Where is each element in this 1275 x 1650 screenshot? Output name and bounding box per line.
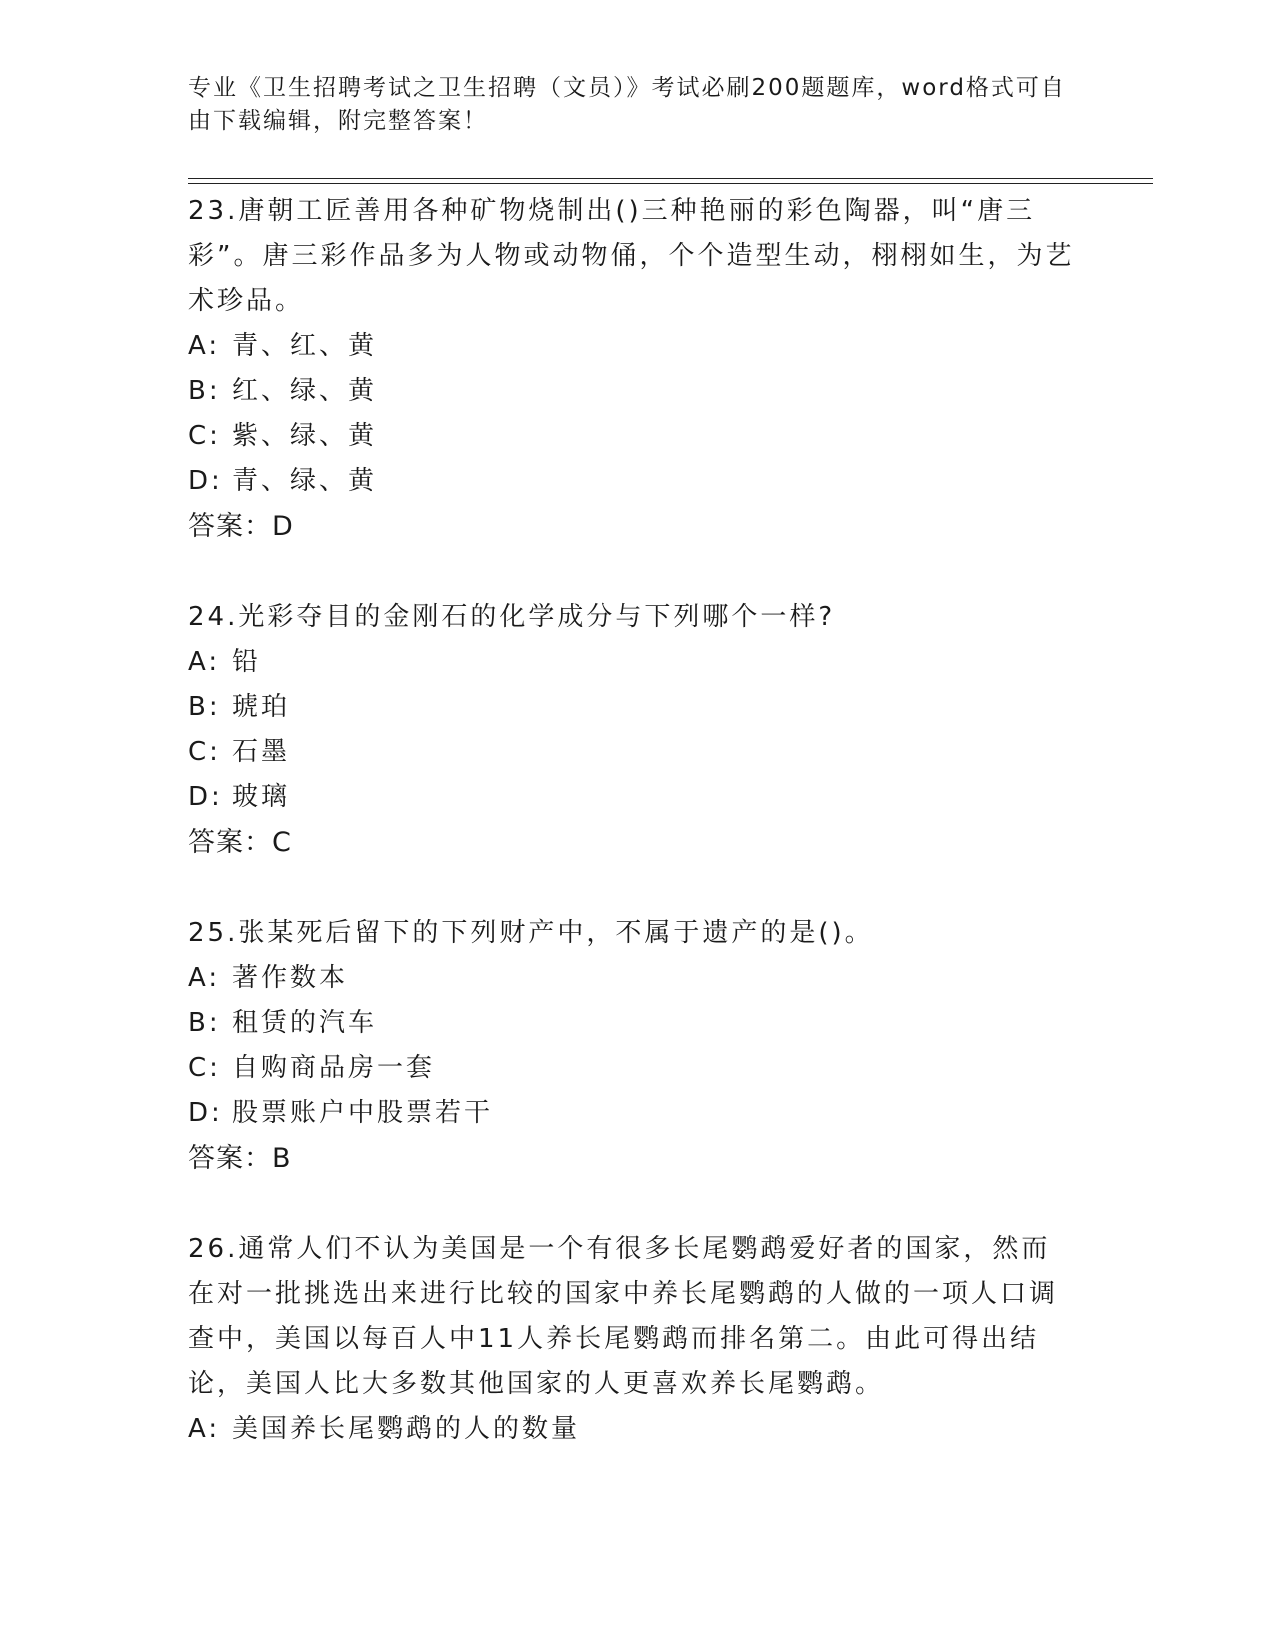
option-c bbox=[188, 414, 1078, 459]
option-text: 自购商品房一套 bbox=[232, 1053, 436, 1083]
option-a bbox=[188, 640, 1078, 685]
question-stem: 24.光彩夺目的金刚石的化学成分与下列哪个一样? bbox=[188, 602, 836, 632]
question-25 bbox=[188, 910, 1078, 1181]
question-23 bbox=[188, 188, 1078, 549]
option-text: 青、绿、黄 bbox=[232, 466, 378, 496]
option-letter: C: bbox=[188, 737, 221, 767]
option-d bbox=[188, 775, 1078, 820]
header-divider-bottom bbox=[188, 183, 1153, 184]
option-letter: C: bbox=[188, 421, 221, 451]
option-text: 紫、绿、黄 bbox=[232, 421, 378, 451]
option-text: 玻璃 bbox=[232, 782, 291, 812]
option-text: 石墨 bbox=[232, 737, 291, 767]
option-letter: D: bbox=[188, 782, 223, 812]
header-divider-top bbox=[188, 178, 1153, 179]
option-letter: A: bbox=[188, 331, 221, 361]
option-b bbox=[188, 369, 1078, 414]
option-b bbox=[188, 685, 1078, 730]
question-stem: 26.通常人们不认为美国是一个有很多长尾鹦鹉爱好者的国家，然而在对一批挑选出来进行比较的国家中养长尾鹦鹉的人做的一项人口调查中，美国以每百人中11人养长尾鹦鹉而排名第二。由此可得出结论，美国人比大多数其他国家的人更喜欢养长尾鹦鹉。 bbox=[188, 1234, 1059, 1399]
question-stem: 23.唐朝工匠善用各种矿物烧制出()三种艳丽的彩色陶器，叫“唐三彩”。唐三彩作品多为人物或动物俑，个个造型生动，栩栩如生，为艺术珍品。 bbox=[188, 196, 1075, 316]
option-letter: A: bbox=[188, 1414, 221, 1444]
option-letter: A: bbox=[188, 963, 221, 993]
document-header: 专业《卫生招聘考试之卫生招聘（文员）》考试必刷200题题库，word格式可自由下载编辑，附完整答案！ bbox=[188, 75, 1066, 134]
option-text: 红、绿、黄 bbox=[232, 376, 378, 406]
option-letter: C: bbox=[188, 1053, 221, 1083]
option-text: 股票账户中股票若干 bbox=[232, 1098, 494, 1128]
option-text: 美国养长尾鹦鹉的人的数量 bbox=[232, 1414, 581, 1444]
option-c bbox=[188, 1046, 1078, 1091]
option-letter: B: bbox=[188, 376, 221, 406]
option-b bbox=[188, 1001, 1078, 1046]
question-24 bbox=[188, 594, 1078, 865]
option-letter: A: bbox=[188, 647, 221, 677]
answer-line: 答案：D bbox=[188, 511, 294, 542]
option-letter: D: bbox=[188, 1098, 223, 1128]
question-list bbox=[188, 188, 1078, 1452]
option-c bbox=[188, 730, 1078, 775]
answer-line: 答案：C bbox=[188, 827, 292, 858]
option-text: 琥珀 bbox=[232, 692, 291, 722]
option-text: 著作数本 bbox=[232, 963, 349, 993]
option-letter: B: bbox=[188, 692, 221, 722]
option-text: 租赁的汽车 bbox=[232, 1008, 378, 1038]
question-26 bbox=[188, 1226, 1078, 1452]
option-letter: B: bbox=[188, 1008, 221, 1038]
option-text: 铅 bbox=[232, 647, 262, 677]
option-a bbox=[188, 324, 1078, 369]
option-d bbox=[188, 459, 1078, 504]
question-stem: 25.张某死后留下的下列财产中，不属于遗产的是()。 bbox=[188, 918, 874, 948]
option-a bbox=[188, 956, 1078, 1001]
answer-line: 答案：B bbox=[188, 1143, 292, 1174]
option-a bbox=[188, 1407, 1078, 1452]
option-text: 青、红、黄 bbox=[232, 331, 378, 361]
option-letter: D: bbox=[188, 466, 223, 496]
option-d bbox=[188, 1091, 1078, 1136]
